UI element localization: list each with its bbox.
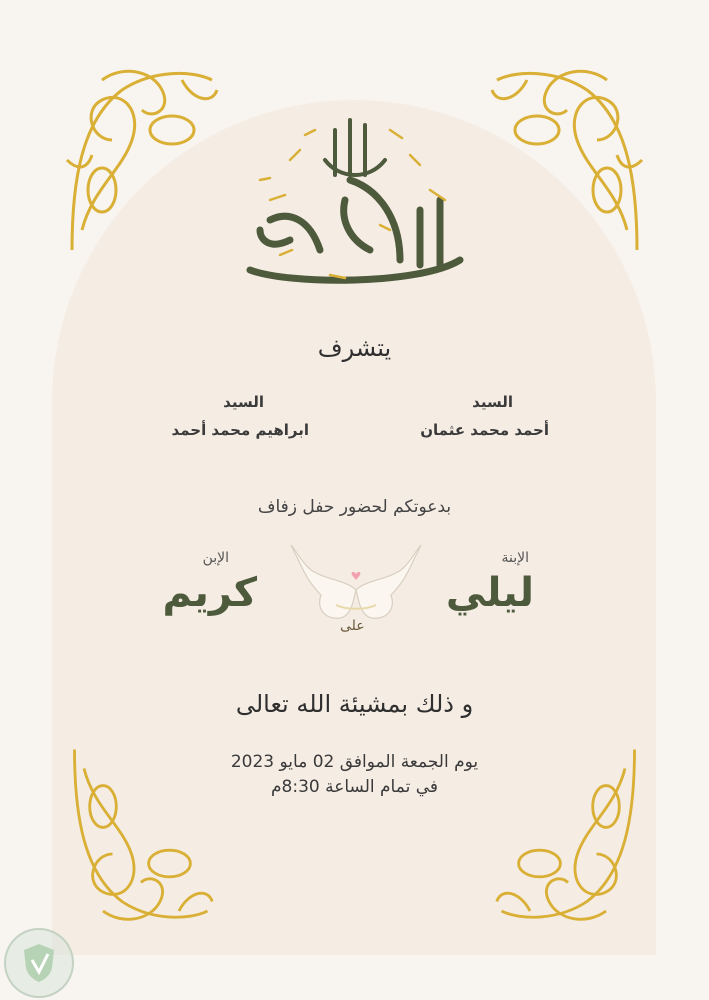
invite-text: بدعوتكم لحضور حفل زفاف: [257, 497, 452, 517]
gold-ornament-top-right: [487, 60, 647, 260]
shield-logo-icon: [4, 928, 74, 998]
host-2-title: السيد: [223, 393, 264, 411]
bride-label: الإبنة: [501, 550, 529, 566]
host-1-name: أحمد محمد عثمان: [420, 421, 549, 439]
host-1-title: السيد: [472, 393, 513, 411]
invitation-intro: يتشرف: [317, 334, 392, 362]
time-line: في تمام الساعة 8:30م: [271, 777, 438, 797]
doves-icon: [286, 540, 426, 630]
basmala-calligraphy-icon: [230, 100, 480, 290]
host-2-name: ابراهيم محمد أحمد: [171, 421, 309, 439]
groom-label: الإبن: [202, 550, 229, 566]
connector-text: على: [340, 618, 365, 634]
bride-name: ليلي: [445, 570, 534, 616]
gold-ornament-top-left: [62, 60, 222, 260]
blessing-text: و ذلك بمشيئة الله تعالى: [235, 690, 474, 718]
date-line: يوم الجمعة الموافق 02 مايو 2023: [230, 752, 479, 772]
groom-name: كريم: [162, 570, 257, 616]
